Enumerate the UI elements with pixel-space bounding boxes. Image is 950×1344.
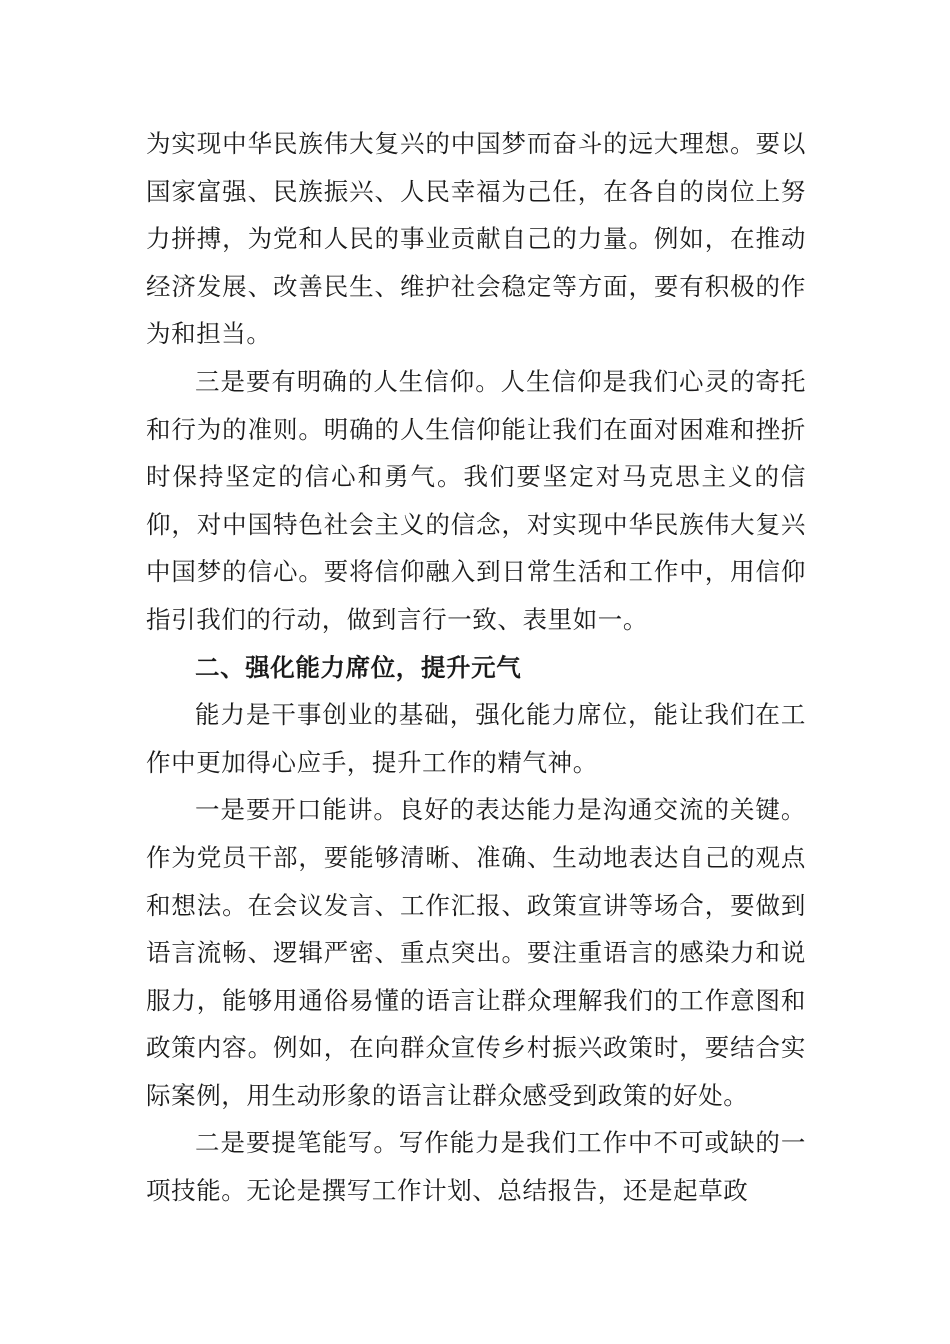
paragraph-life-belief: 三是要有明确的人生信仰。人生信仰是我们心灵的寄托和行为的准则。明确的人生信仰能让我们在面对困难和挫折时保持坚定的信心和勇气。我们要坚定对马克思主义的信仰，对中国特色社会主义的信念，对实现中华民族伟大复兴中国梦的信心。要将信仰融入到日常生活和工作中，用信仰指引我们的行动，做到言行一致、表里如一。 [146, 366, 806, 634]
paragraph-ability-intro: 能力是干事创业的基础，强化能力席位，能让我们在工作中更加得心应手，提升工作的精气神。 [146, 700, 806, 777]
document-body [146, 120, 806, 1215]
section-heading: 二、强化能力席位，提升元气 [195, 652, 522, 682]
paragraph-continuation: 为实现中华民族伟大复兴的中国梦而奋斗的远大理想。要以国家富强、民族振兴、人民幸福为己任，在各自的岗位上努力拼搏，为党和人民的事业贡献自己的力量。例如，在推动经济发展、改善民生、维护社会稳定等方面，要有积极的作为和担当。 [146, 129, 806, 349]
paragraph-speaking: 一是要开口能讲。良好的表达能力是沟通交流的关键。作为党员干部，要能够清晰、准确、生动地表达自己的观点和想法。在会议发言、工作汇报、政策宣讲等场合，要做到语言流畅、逻辑严密、重点突出。要注重语言的感染力和说服力，能够用通俗易懂的语言让群众理解我们的工作意图和政策内容。例如，在向群众宣传乡村振兴政策时，要结合实际案例，用生动形象的语言让群众感受到政策的好处。 [146, 795, 806, 1110]
paragraph-writing: 二是要提笔能写。写作能力是我们工作中不可或缺的一项技能。无论是撰写工作计划、总结报告，还是起草政 [146, 1128, 806, 1206]
